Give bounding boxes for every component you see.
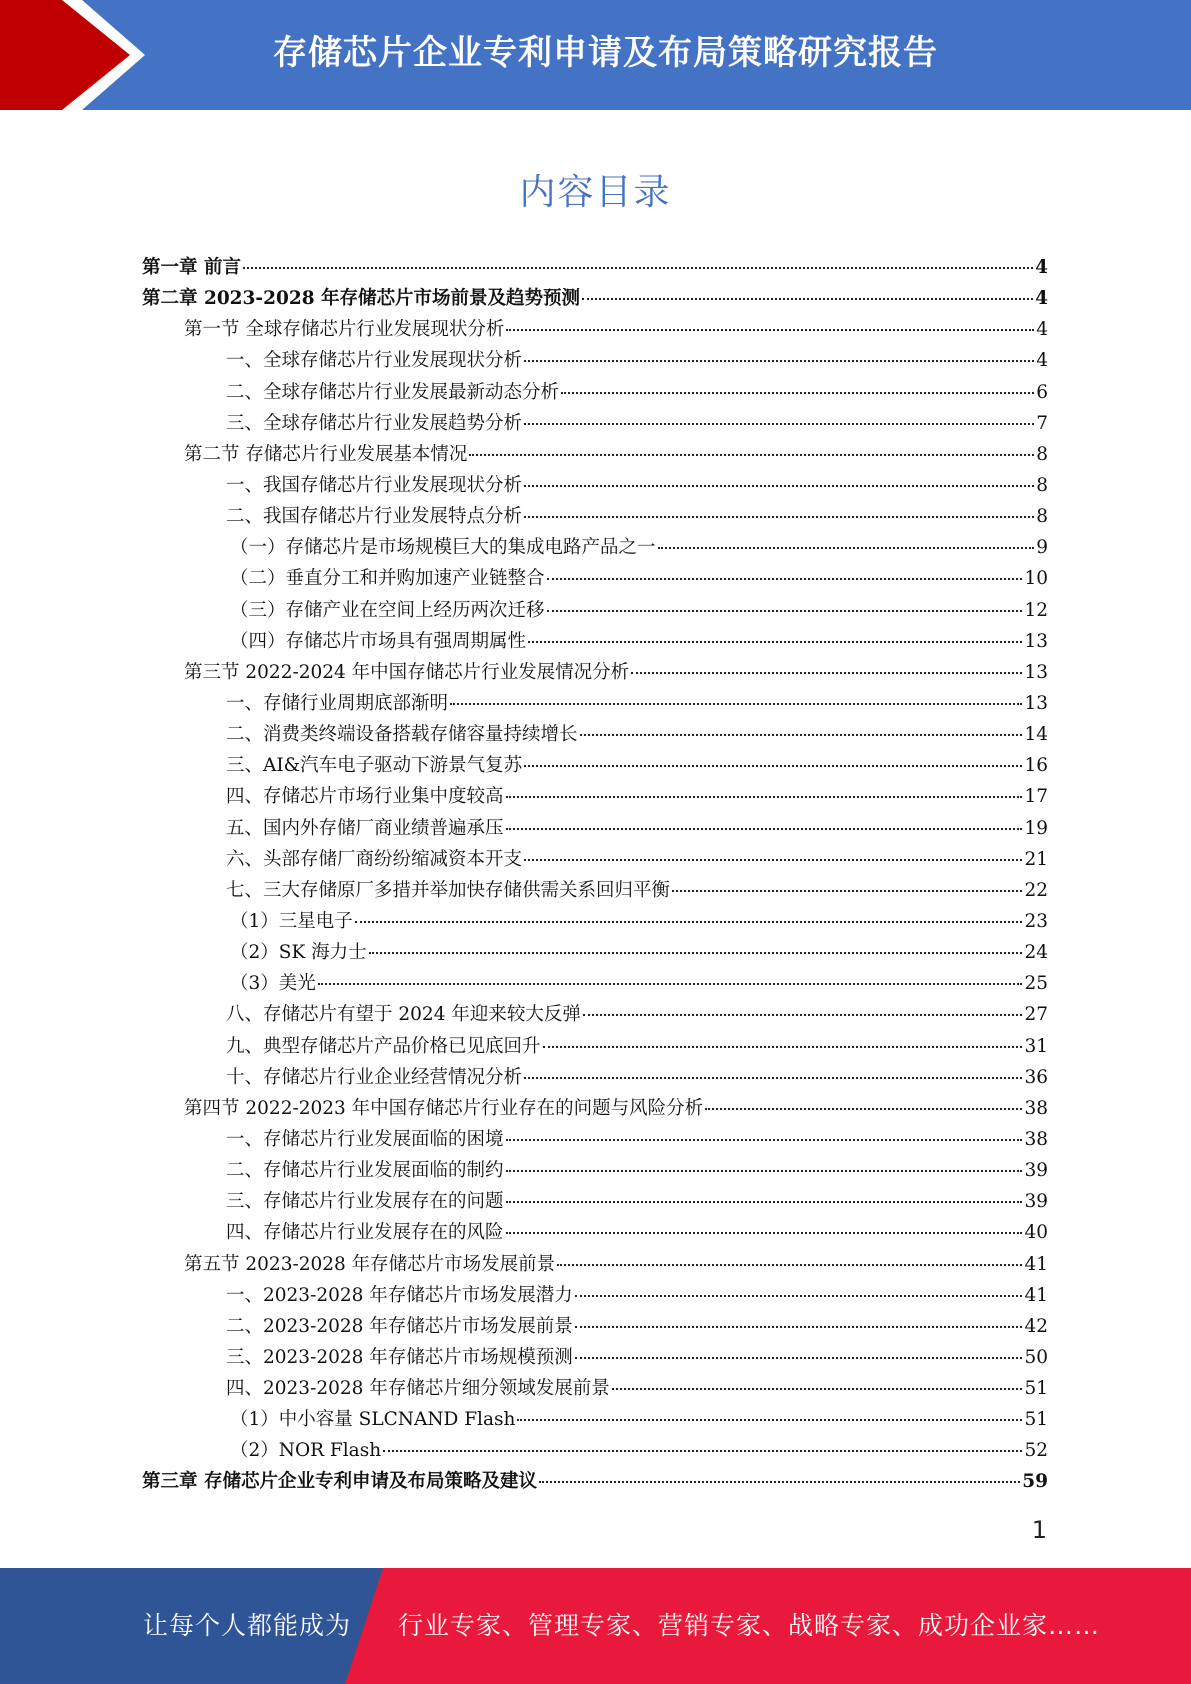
toc-entry[interactable] [142,1063,1048,1094]
toc-dot-leader [524,485,1034,487]
toc-entry-page: 8 [1036,443,1048,465]
toc-entry[interactable] [142,689,1048,720]
page-number: 1 [1031,1516,1047,1544]
toc-entry-page: 42 [1024,1315,1048,1337]
toc-entry[interactable] [142,1156,1048,1187]
toc-entry-page: 36 [1024,1066,1048,1088]
toc-entry-label: 二、2023-2028 年存储芯片市场发展前景 [226,1315,573,1337]
toc-entry-label: 四、存储芯片市场行业集中度较高 [226,786,504,808]
toc-entry[interactable] [142,658,1048,689]
toc-entry-page: 12 [1024,599,1048,621]
toc-entry-page: 22 [1024,879,1048,901]
toc-dot-leader [450,703,1022,705]
toc-dot-leader [631,672,1022,674]
toc-entry-page: 14 [1024,724,1048,746]
toc-entry-label: 七、三大存储原厂多措并举加快存储供需关系回归平衡 [226,879,671,901]
toc-entry-label: 一、2023-2028 年存储芯片市场发展潜力 [226,1284,573,1306]
toc-dot-leader [575,1326,1023,1328]
toc-entry-page: 27 [1024,1004,1048,1026]
toc-dot-leader [318,983,1023,985]
toc-entry-page: 52 [1024,1440,1048,1462]
toc-entry[interactable] [142,502,1048,533]
toc-entry-label: （二）垂直分工和并购加速产业链整合 [230,568,545,590]
toc-entry-label: （3）美光 [230,973,316,995]
toc-entry-page: 4 [1036,350,1048,372]
toc-entry-page: 23 [1024,910,1048,932]
toc-entry-page: 13 [1024,661,1048,683]
toc-entry-label: 第五节 2023-2028 年存储芯片市场发展前景 [184,1253,556,1275]
toc-dot-leader [506,828,1023,830]
toc-entry[interactable] [142,346,1048,377]
toc-entry-label: 三、AI&汽车电子驱动下游景气复苏 [226,755,523,777]
toc-entry-label: （1）中小容量 SLCNAND Flash [230,1409,516,1431]
toc-entry[interactable] [142,284,1048,315]
toc-dot-leader [583,1014,1023,1016]
toc-entry[interactable] [142,1218,1048,1249]
toc-dot-leader [469,454,1034,456]
toc-entry-page: 13 [1024,692,1048,714]
toc-entry-label: 五、国内外存储厂商业绩普遍承压 [226,817,504,839]
toc-entry[interactable] [142,1187,1048,1218]
toc-entry-label: 一、存储行业周期底部渐明 [226,692,449,714]
toc-entry-label: 二、全球存储芯片行业发展最新动态分析 [226,381,560,403]
table-of-contents [142,253,1048,1499]
toc-dot-leader [557,1264,1022,1266]
toc-dot-leader [524,360,1034,362]
toc-entry-page: 6 [1036,381,1048,403]
toc-dot-leader [383,1450,1022,1452]
toc-entry-label: （2）NOR Flash [230,1440,382,1462]
toc-entry-label: 十、存储芯片行业企业经营情况分析 [226,1066,523,1088]
toc-dot-leader [575,1357,1023,1359]
toc-entry-page: 38 [1024,1128,1048,1150]
toc-entry-page: 40 [1024,1222,1048,1244]
toc-entry[interactable] [142,1000,1048,1031]
toc-dot-leader [547,610,1023,612]
toc-dot-leader [547,578,1023,580]
toc-entry-label: 第一节 全球存储芯片行业发展现状分析 [184,319,505,341]
toc-entry[interactable] [142,409,1048,440]
toc-dot-leader [539,1481,1020,1483]
toc-entry-label: 第四节 2022-2023 年中国存储芯片行业存在的问题与风险分析 [184,1097,704,1119]
toc-dot-leader [517,1419,1022,1421]
toc-entry-page: 19 [1024,817,1048,839]
toc-entry[interactable] [142,751,1048,782]
toc-dot-leader [561,392,1034,394]
toc-entry-label: （2）SK 海力士 [230,942,367,964]
toc-entry-page: 51 [1024,1409,1048,1431]
footer-slogan-right: 行业专家、管理专家、营销专家、战略专家、成功企业家…… [398,1611,1101,1640]
toc-heading: 内容目录 [519,172,672,213]
toc-entry[interactable] [142,969,1048,1000]
report-title: 存储芯片企业专利申请及布局策略研究报告 [273,33,938,73]
toc-entry[interactable] [142,564,1048,595]
toc-entry-page: 25 [1024,973,1048,995]
toc-entry-label: 第一章 前言 [142,257,241,278]
toc-dot-leader [580,734,1023,736]
footer-slogan-left: 让每个人都能成为 [143,1611,352,1640]
toc-entry-label: 二、我国存储芯片行业发展特点分析 [226,506,523,528]
toc-entry[interactable] [142,1125,1048,1156]
toc-entry-page: 4 [1036,319,1048,341]
toc-entry[interactable] [142,938,1048,969]
toc-entry-label: （1）三星电子 [230,910,353,932]
toc-entry-page: 41 [1024,1284,1048,1306]
toc-entry[interactable] [142,378,1048,409]
toc-dot-leader [524,423,1034,425]
toc-entry[interactable] [142,440,1048,471]
toc-entry-label: 一、存储芯片行业发展面临的困境 [226,1128,504,1150]
toc-entry-label: 八、存储芯片有望于 2024 年迎来较大反弹 [226,1004,581,1026]
toc-entry[interactable] [142,627,1048,658]
toc-entry-label: 二、消费类终端设备搭载存储容量持续增长 [226,724,578,746]
toc-entry[interactable] [142,1343,1048,1374]
toc-entry-page: 8 [1036,506,1048,528]
toc-entry[interactable] [142,471,1048,502]
toc-dot-leader [705,1108,1022,1110]
toc-entry[interactable] [142,907,1048,938]
toc-dot-leader [506,1232,1023,1234]
toc-entry[interactable] [142,596,1048,627]
toc-entry[interactable] [142,1250,1048,1281]
toc-dot-leader [575,1295,1023,1297]
toc-dot-leader [506,1139,1023,1141]
toc-entry[interactable] [142,315,1048,346]
toc-entry-page: 4 [1035,288,1048,310]
toc-entry[interactable] [142,1374,1048,1405]
toc-entry-label: 第二节 存储芯片行业发展基本情况 [184,443,468,465]
toc-entry[interactable] [142,1405,1048,1436]
toc-entry-page: 41 [1024,1253,1048,1275]
toc-entry[interactable] [142,720,1048,751]
toc-entry-label: （四）存储芯片市场具有强周期属性 [230,630,527,652]
toc-entry[interactable] [142,1094,1048,1125]
toc-dot-leader [524,516,1034,518]
toc-entry-page: 9 [1036,537,1048,559]
toc-entry-label: 三、全球存储芯片行业发展趋势分析 [226,412,523,434]
toc-entry-page: 21 [1024,848,1048,870]
toc-dot-leader [658,547,1035,549]
toc-entry-label: 一、我国存储芯片行业发展现状分析 [226,474,523,496]
toc-dot-leader [524,1077,1022,1079]
toc-entry[interactable] [142,253,1048,284]
toc-entry[interactable] [142,1467,1048,1498]
toc-entry-page: 10 [1024,568,1048,590]
toc-entry[interactable] [142,782,1048,813]
toc-dot-leader [528,641,1022,643]
toc-entry-label: 三、存储芯片行业发展存在的问题 [226,1191,504,1213]
toc-entry[interactable] [142,845,1048,876]
toc-dot-leader [243,267,1033,269]
toc-entry-page: 39 [1024,1191,1048,1213]
toc-dot-leader [524,765,1022,767]
toc-entry-page: 13 [1024,630,1048,652]
toc-entry-page: 4 [1035,257,1048,278]
toc-dot-leader [355,921,1023,923]
toc-entry[interactable] [142,814,1048,845]
toc-entry[interactable] [142,1312,1048,1343]
toc-entry-page: 7 [1036,412,1048,434]
toc-entry-page: 39 [1024,1160,1048,1182]
header-banner [0,0,1191,110]
toc-entry-label: 第三节 2022-2024 年中国存储芯片行业发展情况分析 [184,661,630,683]
toc-entry-page: 38 [1024,1097,1048,1119]
toc-entry[interactable] [142,1436,1048,1467]
toc-entry-label: 二、存储芯片行业发展面临的制约 [226,1160,504,1182]
toc-entry[interactable] [142,1281,1048,1312]
toc-entry-page: 8 [1036,474,1048,496]
toc-entry-label: 一、全球存储芯片行业发展现状分析 [226,350,523,372]
toc-entry-label: 第二章 2023-2028 年存储芯片市场前景及趋势预测 [142,288,581,310]
toc-dot-leader [506,796,1023,798]
toc-entry-page: 31 [1024,1035,1048,1057]
toc-entry-label: 六、头部存储厂商纷纷缩减资本开支 [226,848,523,870]
toc-entry-page: 59 [1022,1471,1048,1493]
toc-dot-leader [612,1388,1023,1390]
toc-entry-label: 四、存储芯片行业发展存在的风险 [226,1222,504,1244]
toc-dot-leader [506,1201,1023,1203]
footer-banner [0,1568,1191,1684]
toc-entry-page: 24 [1024,942,1048,964]
toc-dot-leader [524,859,1022,861]
toc-entry-label: 第三章 存储芯片企业专利申请及布局策略及建议 [142,1471,537,1493]
toc-entry-page: 16 [1024,755,1048,777]
toc-entry-label: （三）存储产业在空间上经历两次迁移 [230,599,545,621]
toc-entry[interactable] [142,533,1048,564]
toc-dot-leader [543,1046,1023,1048]
toc-dot-leader [582,298,1033,300]
toc-entry-label: 九、典型存储芯片产品价格已见底回升 [226,1035,541,1057]
toc-entry-page: 17 [1024,786,1048,808]
toc-entry[interactable] [142,1032,1048,1063]
toc-dot-leader [506,329,1034,331]
toc-entry-label: 三、2023-2028 年存储芯片市场规模预测 [226,1346,573,1368]
toc-entry-page: 50 [1024,1346,1048,1368]
toc-entry-page: 51 [1024,1378,1048,1400]
toc-dot-leader [672,890,1022,892]
toc-entry-label: （一）存储芯片是市场规模巨大的集成电路产品之一 [230,537,656,559]
toc-dot-leader [369,952,1023,954]
toc-dot-leader [506,1170,1023,1172]
toc-entry-label: 四、2023-2028 年存储芯片细分领域发展前景 [226,1378,610,1400]
toc-entry[interactable] [142,876,1048,907]
